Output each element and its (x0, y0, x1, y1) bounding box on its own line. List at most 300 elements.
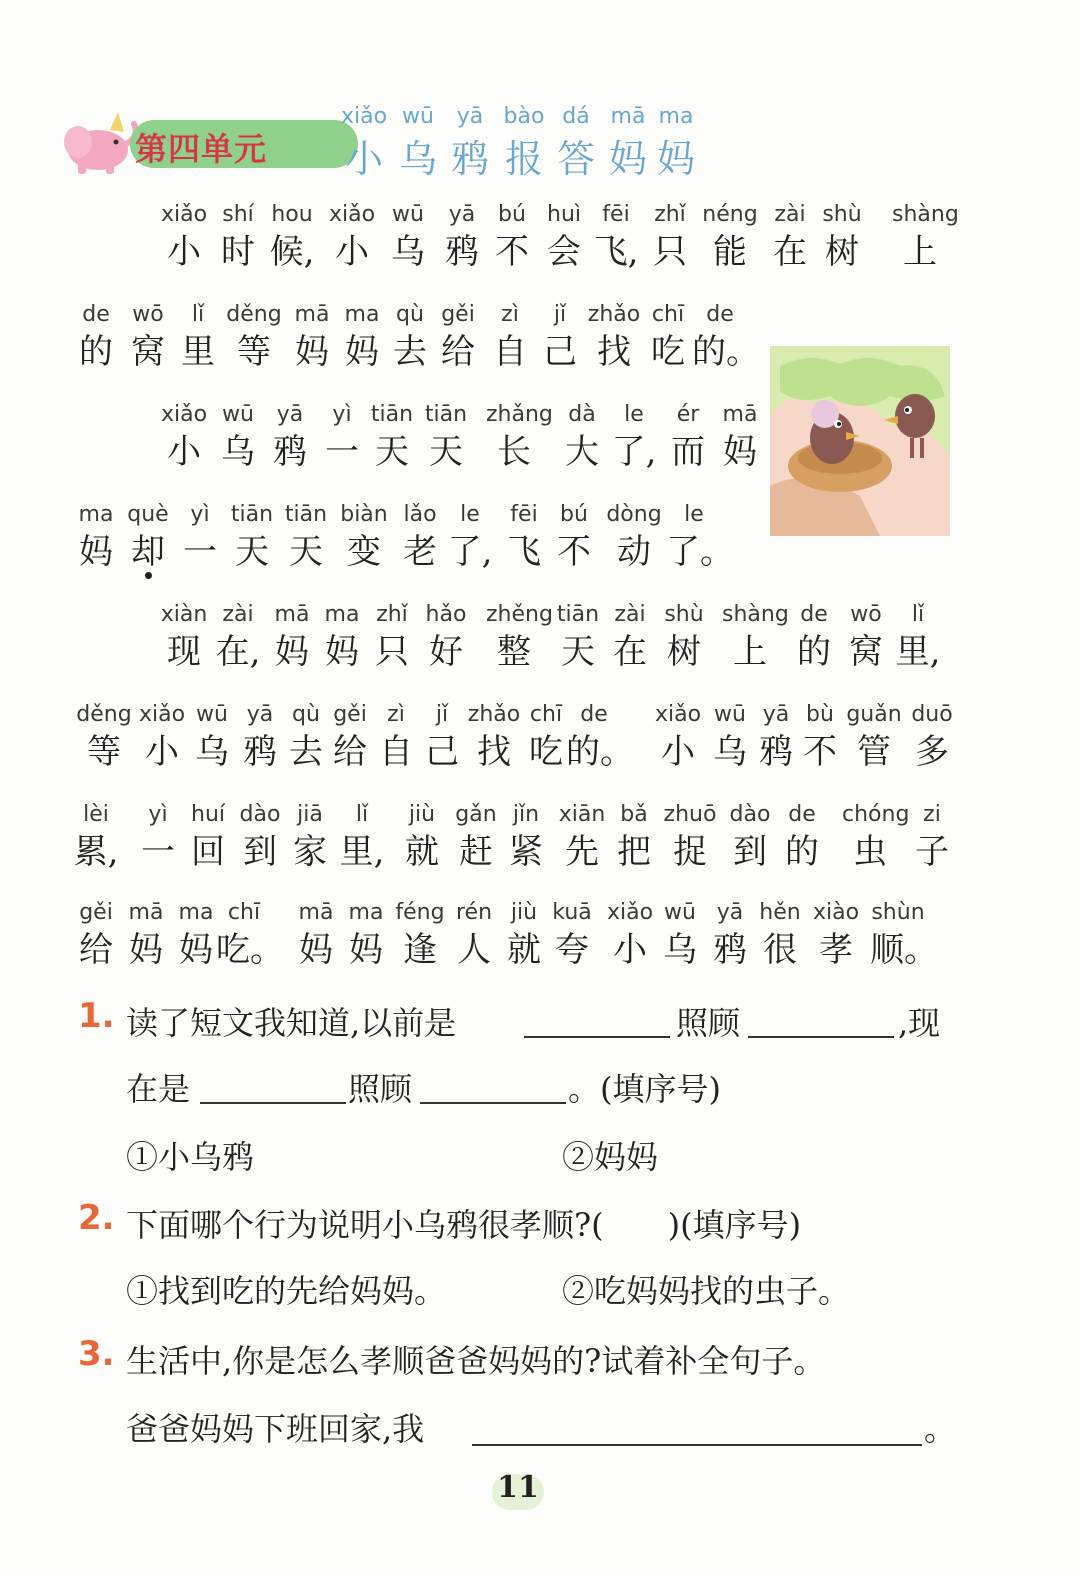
passage-character (216, 898, 284, 972)
pinyin: wō (850, 602, 882, 627)
hanzi: 到 (733, 832, 767, 872)
hanzi: 的。 (566, 732, 634, 772)
passage-character (554, 400, 610, 474)
hanzi: 在 (613, 632, 647, 672)
pinyin: gěi (333, 702, 367, 727)
question-number-3: 3. (78, 1334, 115, 1374)
passage-character (642, 200, 698, 274)
hanzi: 子 (915, 832, 949, 872)
hanzi: 给 (441, 332, 475, 372)
passage-character (278, 500, 334, 574)
passage-character (448, 800, 504, 874)
passage-character (68, 898, 124, 972)
hanzi: 妈 (179, 930, 213, 970)
passage-character (210, 200, 266, 274)
pinyin: chī (227, 900, 261, 925)
hanzi: 动 (617, 532, 651, 572)
answer-blank-1c[interactable] (200, 1102, 346, 1104)
passage-character (666, 500, 734, 574)
hanzi: 吃 (651, 332, 685, 372)
passage-character (68, 800, 124, 874)
passage-character (652, 898, 708, 972)
pinyin: le (460, 502, 480, 527)
passage-character (282, 800, 338, 874)
hanzi: 老 (403, 532, 437, 572)
hanzi: 了, (447, 532, 493, 572)
hanzi: 妈 (723, 432, 757, 472)
passage-character (210, 600, 266, 674)
passage-character (466, 700, 522, 774)
pinyin: xiàn (160, 602, 208, 627)
pinyin: de (788, 802, 816, 827)
hanzi: 上 (903, 232, 937, 272)
hanzi: 里 (181, 332, 215, 372)
passage-character (842, 800, 910, 874)
pinyin: jiù (510, 900, 538, 925)
passage-character (890, 600, 946, 674)
pinyin: huì (547, 202, 581, 227)
passage-character (586, 300, 642, 374)
hanzi: 鸦 (759, 732, 793, 772)
pinyin: chóng (842, 802, 910, 827)
hanzi: 整 (497, 632, 531, 672)
title-pinyin: wū (402, 104, 434, 129)
passage-character (702, 200, 758, 274)
pinyin: tiān (284, 502, 328, 527)
passage-character (550, 600, 606, 674)
pinyin: ér (676, 402, 700, 427)
hanzi: 长 (497, 432, 531, 472)
passage-character (338, 898, 394, 972)
passage-character (68, 300, 124, 374)
hanzi: 天 (561, 632, 595, 672)
hanzi: 的 (79, 332, 113, 372)
passage-character (364, 400, 420, 474)
pinyin: duō (911, 702, 953, 727)
question-2-option-1: ①找到吃的先给妈妈。 (126, 1272, 447, 1310)
hanzi: 乌 (391, 232, 425, 272)
hanzi: 飞, (593, 232, 639, 272)
pinyin: lǐ (355, 802, 369, 827)
pinyin: dào (239, 802, 281, 827)
passage-character (430, 300, 486, 374)
hanzi: 只 (653, 232, 687, 272)
passage-character (264, 200, 320, 274)
pinyin: tiān (370, 402, 414, 427)
pinyin: mā (274, 602, 310, 627)
pinyin: de (82, 302, 110, 327)
hanzi: 了。 (666, 532, 734, 572)
passage-character (588, 200, 644, 274)
hanzi: 树 (825, 232, 859, 272)
pinyin: néng (702, 202, 758, 227)
pinyin: zhǎng (486, 402, 553, 427)
hanzi: 小 (661, 732, 695, 772)
pinyin: yì (190, 502, 210, 527)
pinyin: dà (568, 402, 596, 427)
pinyin: mā (128, 900, 164, 925)
passage-character (314, 400, 370, 474)
hanzi: 到 (243, 832, 277, 872)
passage-character (76, 700, 132, 774)
question-1-text-f: 。(填序号) (568, 1070, 721, 1108)
pinyin: zì (387, 702, 405, 727)
title-pinyin: mā (610, 104, 646, 129)
pinyin: shí (222, 202, 254, 227)
passage-character (392, 500, 448, 574)
pinyin: děng (76, 702, 132, 727)
pinyin: de (706, 302, 734, 327)
hanzi: 顺。 (870, 930, 938, 970)
passage-character (762, 200, 818, 274)
pinyin: zi (923, 802, 941, 827)
hanzi: 天 (289, 532, 323, 572)
passage-character (418, 400, 474, 474)
hanzi: 去 (393, 332, 427, 372)
pinyin: mā (298, 900, 334, 925)
hanzi: 人 (457, 930, 491, 970)
pinyin: shù (664, 602, 704, 627)
crow-nest-illustration (770, 346, 950, 536)
hanzi: 的 (797, 632, 831, 672)
hanzi: 了, (611, 432, 657, 472)
hanzi: 己 (543, 332, 577, 372)
hanzi: 自 (379, 732, 413, 772)
passage-character (892, 200, 959, 274)
hanzi: 会 (547, 232, 581, 272)
passage-character (180, 800, 236, 874)
hanzi: 很 (763, 930, 797, 970)
unit-badge (60, 116, 300, 172)
hanzi: 妈 (299, 930, 333, 970)
pinyin: xiān (558, 802, 606, 827)
hanzi: 候, (269, 232, 315, 272)
hanzi: 鸦 (445, 232, 479, 272)
hanzi: 赶 (459, 832, 493, 872)
question-2-text: 下面哪个行为说明小乌鸦很孝顺?( )(填序号) (126, 1206, 802, 1244)
question-3-end: 。 (924, 1410, 957, 1448)
passage-character (904, 800, 960, 874)
pinyin: qù (396, 302, 424, 327)
passage-character (170, 300, 226, 374)
pinyin: zài (222, 602, 254, 627)
hanzi: 逢 (403, 930, 437, 970)
hanzi: 己 (425, 732, 459, 772)
hanzi: 多 (915, 732, 949, 772)
passage-character (566, 700, 634, 774)
pinyin: yā (246, 702, 274, 727)
passage-character (904, 700, 960, 774)
hanzi: 在, (215, 632, 261, 672)
hanzi: 里, (895, 632, 941, 672)
pinyin: xiǎo (606, 900, 654, 925)
passage-character (662, 800, 718, 874)
hanzi: 大 (565, 432, 599, 472)
hanzi: 窝 (131, 332, 165, 372)
unit-label: 第四单元 (135, 130, 268, 168)
hanzi: 就 (405, 832, 439, 872)
passage-character (650, 700, 706, 774)
pinyin: le (624, 402, 644, 427)
pinyin: zhěng (486, 602, 553, 627)
passage-character (120, 500, 176, 574)
hanzi: 飞 (507, 532, 541, 572)
hanzi: 找 (597, 332, 631, 372)
answer-blank-1b[interactable] (748, 1036, 894, 1038)
pinyin: lǐ (911, 602, 925, 627)
hanzi: 先 (565, 832, 599, 872)
passage-character (496, 500, 552, 574)
passage-character (544, 898, 600, 972)
hanzi: 给 (79, 930, 113, 970)
pinyin: jiù (408, 802, 436, 827)
pinyin: gǎn (455, 802, 497, 827)
title-character: 报 (504, 137, 543, 181)
passage-character (486, 400, 553, 474)
page-number: 11 (497, 1470, 539, 1505)
hanzi: 的 (785, 832, 819, 872)
pinyin: tiān (230, 502, 274, 527)
pinyin: bù (806, 702, 834, 727)
pinyin: bú (560, 502, 588, 527)
question-number-2: 2. (78, 1198, 115, 1238)
pinyin: ma (344, 302, 380, 327)
question-1-option-1: ①小乌鸦 (126, 1138, 255, 1176)
passage-character (172, 500, 228, 574)
hanzi: 夸 (555, 930, 589, 970)
passage-character (602, 898, 658, 972)
pinyin: rén (455, 900, 493, 925)
passage-character (554, 800, 610, 874)
title-pinyin: xiǎo (340, 104, 388, 129)
passage-character (118, 898, 174, 972)
passage-character (640, 300, 696, 374)
passage-character (656, 600, 712, 674)
pinyin: de (800, 602, 828, 627)
hanzi: 妈 (349, 930, 383, 970)
hanzi: 紧 (509, 832, 543, 872)
pinyin: qù (292, 702, 320, 727)
pinyin: zì (501, 302, 519, 327)
hanzi: 现 (167, 632, 201, 672)
pinyin: chī (651, 302, 685, 327)
passage-character (484, 200, 540, 274)
pinyin: tiān (424, 402, 468, 427)
pinyin: hěn (759, 900, 801, 925)
pinyin: ma (78, 502, 114, 527)
hanzi: 回 (191, 832, 225, 872)
question-number-1: 1. (78, 996, 115, 1036)
passage-character (210, 400, 266, 474)
pinyin: ma (348, 900, 384, 925)
hanzi: 小 (335, 232, 369, 272)
pinyin: ma (178, 900, 214, 925)
pinyin: què (127, 502, 169, 527)
passage-character (838, 600, 894, 674)
pinyin: xiào (812, 900, 860, 925)
pinyin: hou (271, 202, 313, 227)
hanzi: 小 (167, 232, 201, 272)
passage-character (486, 600, 553, 674)
hanzi: 一 (183, 532, 217, 572)
hanzi: 乌 (195, 732, 229, 772)
passage-character (808, 898, 864, 972)
pinyin: wū (196, 702, 228, 727)
passage-character (722, 800, 778, 874)
pinyin: biàn (340, 502, 388, 527)
hanzi: 变 (347, 532, 381, 572)
passage-character (314, 600, 370, 674)
passage-character (392, 898, 448, 972)
hanzi: 天 (375, 432, 409, 472)
title-pinyin: ma (658, 104, 694, 129)
title-pinyin: dá (562, 104, 590, 129)
passage-character (288, 898, 344, 972)
title-character: 小 (344, 137, 383, 181)
passage-character (68, 500, 124, 574)
pinyin: lǐ (191, 302, 205, 327)
passage-character (380, 200, 436, 274)
passage-character (722, 600, 789, 674)
pinyin: yā (276, 402, 304, 427)
pinyin: wū (714, 702, 746, 727)
passage-character (774, 800, 830, 874)
passage-character (702, 898, 758, 972)
passage-character (156, 600, 212, 674)
hanzi: 吃。 (216, 930, 284, 970)
pinyin: yì (148, 802, 168, 827)
passage-character (156, 200, 212, 274)
pinyin: zài (614, 602, 646, 627)
answer-blank-3[interactable] (472, 1444, 922, 1446)
passage-character (414, 700, 470, 774)
pinyin: dòng (606, 502, 662, 527)
pinyin: féng (395, 900, 445, 925)
passage-character (536, 200, 592, 274)
title-pinyin: bào (503, 104, 545, 129)
hanzi: 妈 (129, 930, 163, 970)
pinyin: bǎ (620, 802, 648, 827)
passage-character (482, 300, 538, 374)
passage-character (264, 600, 320, 674)
pinyin: tiān (556, 602, 600, 627)
hanzi: 累, (73, 832, 119, 872)
passage-character (606, 500, 662, 574)
hanzi: 而 (671, 432, 705, 472)
passage-character (712, 400, 768, 474)
passage-character (364, 600, 420, 674)
pinyin: zhǎo (467, 702, 521, 727)
title-character: 答 (556, 137, 595, 181)
pinyin: yā (716, 900, 744, 925)
hanzi: 时 (221, 232, 255, 272)
hanzi: 等 (87, 732, 121, 772)
pinyin: děng (226, 302, 282, 327)
passage-character (752, 898, 808, 972)
question-1-text-a: 读了短文我知道,以前是 (126, 1004, 457, 1042)
passage-character (446, 898, 502, 972)
hanzi: 妈 (79, 532, 113, 572)
hanzi: 只 (375, 632, 409, 672)
hanzi: 就 (507, 930, 541, 970)
question-1-text-d: 在是 (126, 1070, 191, 1108)
title-character: 鸦 (450, 137, 489, 181)
hanzi: 妈 (345, 332, 379, 372)
pinyin: shàng (722, 602, 789, 627)
hanzi: 孝 (819, 930, 853, 970)
hanzi: 的。 (692, 332, 760, 372)
hanzi: 天 (429, 432, 463, 472)
passage-character (226, 300, 282, 374)
pinyin: xiǎo (328, 202, 376, 227)
pinyin: jǐ (435, 702, 449, 727)
pinyin: guǎn (846, 702, 902, 727)
hanzi: 能 (713, 232, 747, 272)
hanzi: 鸦 (273, 432, 307, 472)
passage-character (870, 898, 938, 972)
hanzi: 好 (429, 632, 463, 672)
passage-character (692, 300, 760, 374)
hanzi: 天 (235, 532, 269, 572)
hanzi: 去 (289, 732, 323, 772)
passage-character (846, 700, 902, 774)
pinyin: gěi (79, 900, 113, 925)
pinyin: chī (529, 702, 563, 727)
question-1-option-2: ②妈妈 (562, 1138, 659, 1176)
passage-character (324, 200, 380, 274)
pinyin: jiā (297, 802, 323, 827)
pinyin: de (580, 702, 608, 727)
answer-blank-1a[interactable] (524, 1036, 670, 1038)
passage-character (130, 800, 186, 874)
pinyin: mā (722, 402, 758, 427)
hanzi: 虫 (853, 832, 887, 872)
pinyin: fēi (510, 502, 538, 527)
answer-blank-1d[interactable] (420, 1102, 566, 1104)
pinyin: yā (448, 202, 476, 227)
question-1-text-e: 照顾 (348, 1070, 413, 1108)
pinyin: xiǎo (654, 702, 702, 727)
pinyin: fēi (602, 202, 630, 227)
pinyin: ma (324, 602, 360, 627)
passage-character (546, 500, 602, 574)
pinyin: shù (822, 202, 862, 227)
hanzi: 等 (237, 332, 271, 372)
pinyin: mā (294, 302, 330, 327)
title-pinyin: yā (456, 104, 484, 129)
passage-character (786, 600, 842, 674)
pinyin: yā (762, 702, 790, 727)
passage-character (442, 500, 498, 574)
hanzi: 捉 (673, 832, 707, 872)
pinyin: huí (191, 802, 225, 827)
passage-character (660, 400, 716, 474)
hanzi: 鸦 (243, 732, 277, 772)
passage-character (394, 800, 450, 874)
hanzi: 不 (495, 232, 529, 272)
passage-character (606, 400, 662, 474)
pinyin: lǎo (403, 502, 437, 527)
pinyin: zhuō (663, 802, 717, 827)
hanzi: 在 (773, 232, 807, 272)
hanzi: 管 (857, 732, 891, 772)
hanzi: 妈 (295, 332, 329, 372)
hanzi: 不 (803, 732, 837, 772)
pinyin: hǎo (425, 602, 467, 627)
pinyin: zhǐ (376, 602, 408, 627)
hanzi: 家 (293, 832, 327, 872)
pinyin: lèi (83, 802, 109, 827)
